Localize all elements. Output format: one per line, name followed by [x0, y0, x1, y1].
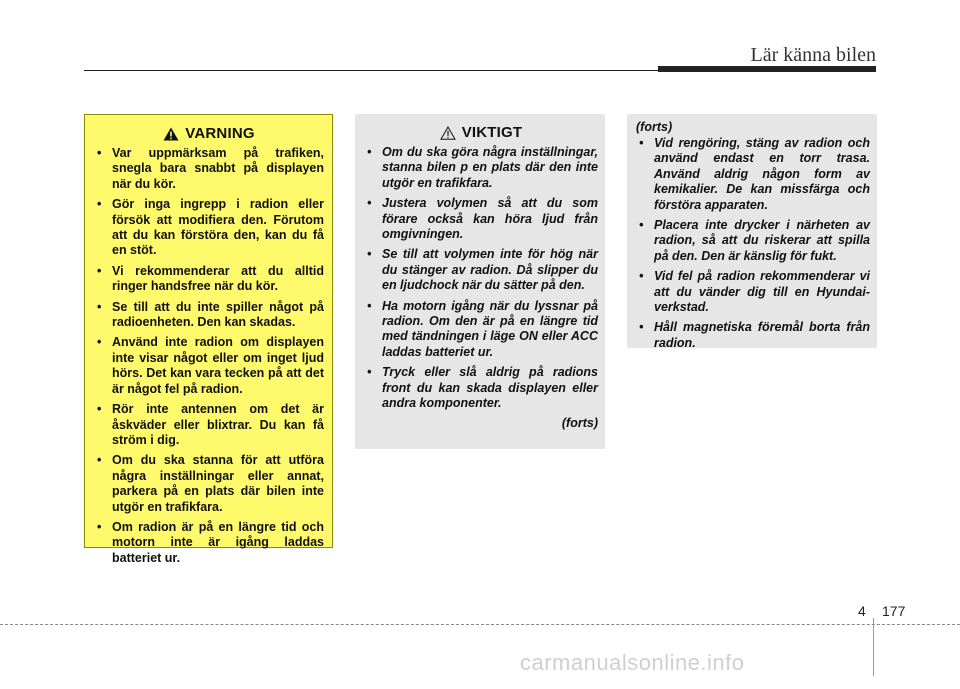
important-continued-box — [627, 114, 877, 348]
footer-rule — [0, 624, 960, 625]
header-bar — [658, 66, 876, 72]
warning-triangle-icon — [163, 127, 179, 141]
list-item: • Tryck eller slå aldrig på radions front du kan skada displayen eller andra komponenter. — [364, 365, 598, 411]
list-item: • Placera inte drycker i närheten av radion, så att du riskerar att spilla på den. Den är känslig för fukt. — [636, 218, 870, 264]
list-item: • Om du ska stanna för att utföra några inställningar eller annat, parkera på en plats där bilen inte utgör en trafikfara. — [94, 453, 324, 515]
important-continued-list — [636, 136, 870, 351]
warning-triangle-outline-icon — [440, 126, 456, 140]
list-item: • Var uppmärksam på trafiken, snegla bara snabbt på displayen när du kör. — [94, 146, 324, 192]
warning-box — [84, 114, 333, 565]
list-item: • Om radion är på en längre tid och motorn inte är igång laddas batteriet ur. — [94, 520, 324, 566]
page-chapter: 4 — [858, 603, 866, 619]
important-list — [364, 145, 598, 412]
list-item: • Vid fel på radion rekommenderar vi att du vänder dig till en Hyundai-verkstad. — [636, 269, 870, 315]
footer-divider — [873, 618, 874, 676]
list-item: • Om du ska göra några inställningar, stanna bilen p en plats där den inte utgör en trafikfara. — [364, 145, 598, 191]
warning-label: VARNING — [185, 125, 255, 142]
list-item: • Ha motorn igång när du lyssnar på radion. Om den är på en längre tid med tändningen i läge ON eller ACC laddas batteriet ur. — [364, 299, 598, 361]
important-label: VIKTIGT — [461, 124, 523, 141]
watermark: carmanualsonline.info — [520, 650, 745, 675]
continued-heading: (forts) — [636, 120, 673, 134]
page-number: 177 — [882, 603, 906, 619]
warning-heading — [94, 125, 324, 142]
list-item: • Se till att du inte spiller något på radioenheten. Den kan skadas. — [94, 300, 324, 331]
list-item: • Rör inte antennen om det är åskväder eller blixtrar. Du kan få ström i dig. — [94, 402, 324, 448]
important-heading — [364, 124, 598, 141]
continued-label: (forts) — [561, 415, 598, 430]
warning-list — [94, 146, 324, 566]
important-box — [355, 114, 605, 449]
list-item: • Justera volymen så att du som förare också kan höra ljud från omgivningen. — [364, 196, 598, 242]
list-item: • Se till att volymen inte för hög när du stänger av radion. Då slipper du en ljudchock när du sätter på den. — [364, 247, 598, 293]
list-item: • Gör inga ingrepp i radion eller försök att modifiera den. Förutom att du kan förstöra den, kan du få en stöt. — [94, 197, 324, 259]
list-item: • Håll magnetiska föremål borta från radion. — [636, 320, 870, 351]
list-item: • Använd inte radion om displayen inte visar något eller om inget ljud hörs. Det kan vara tecken på att det är något fel på radion. — [94, 335, 324, 397]
list-item: • Vi rekommenderar att du alltid ringer handsfree när du kör. — [94, 264, 324, 295]
chapter-title: Lär känna bilen — [750, 44, 876, 66]
list-item: • Vid rengöring, stäng av radion och använd endast en torr trasa. Använd aldrig någon form av kemikalier. De kan missfärga och förstöra apparaten. — [636, 136, 870, 213]
